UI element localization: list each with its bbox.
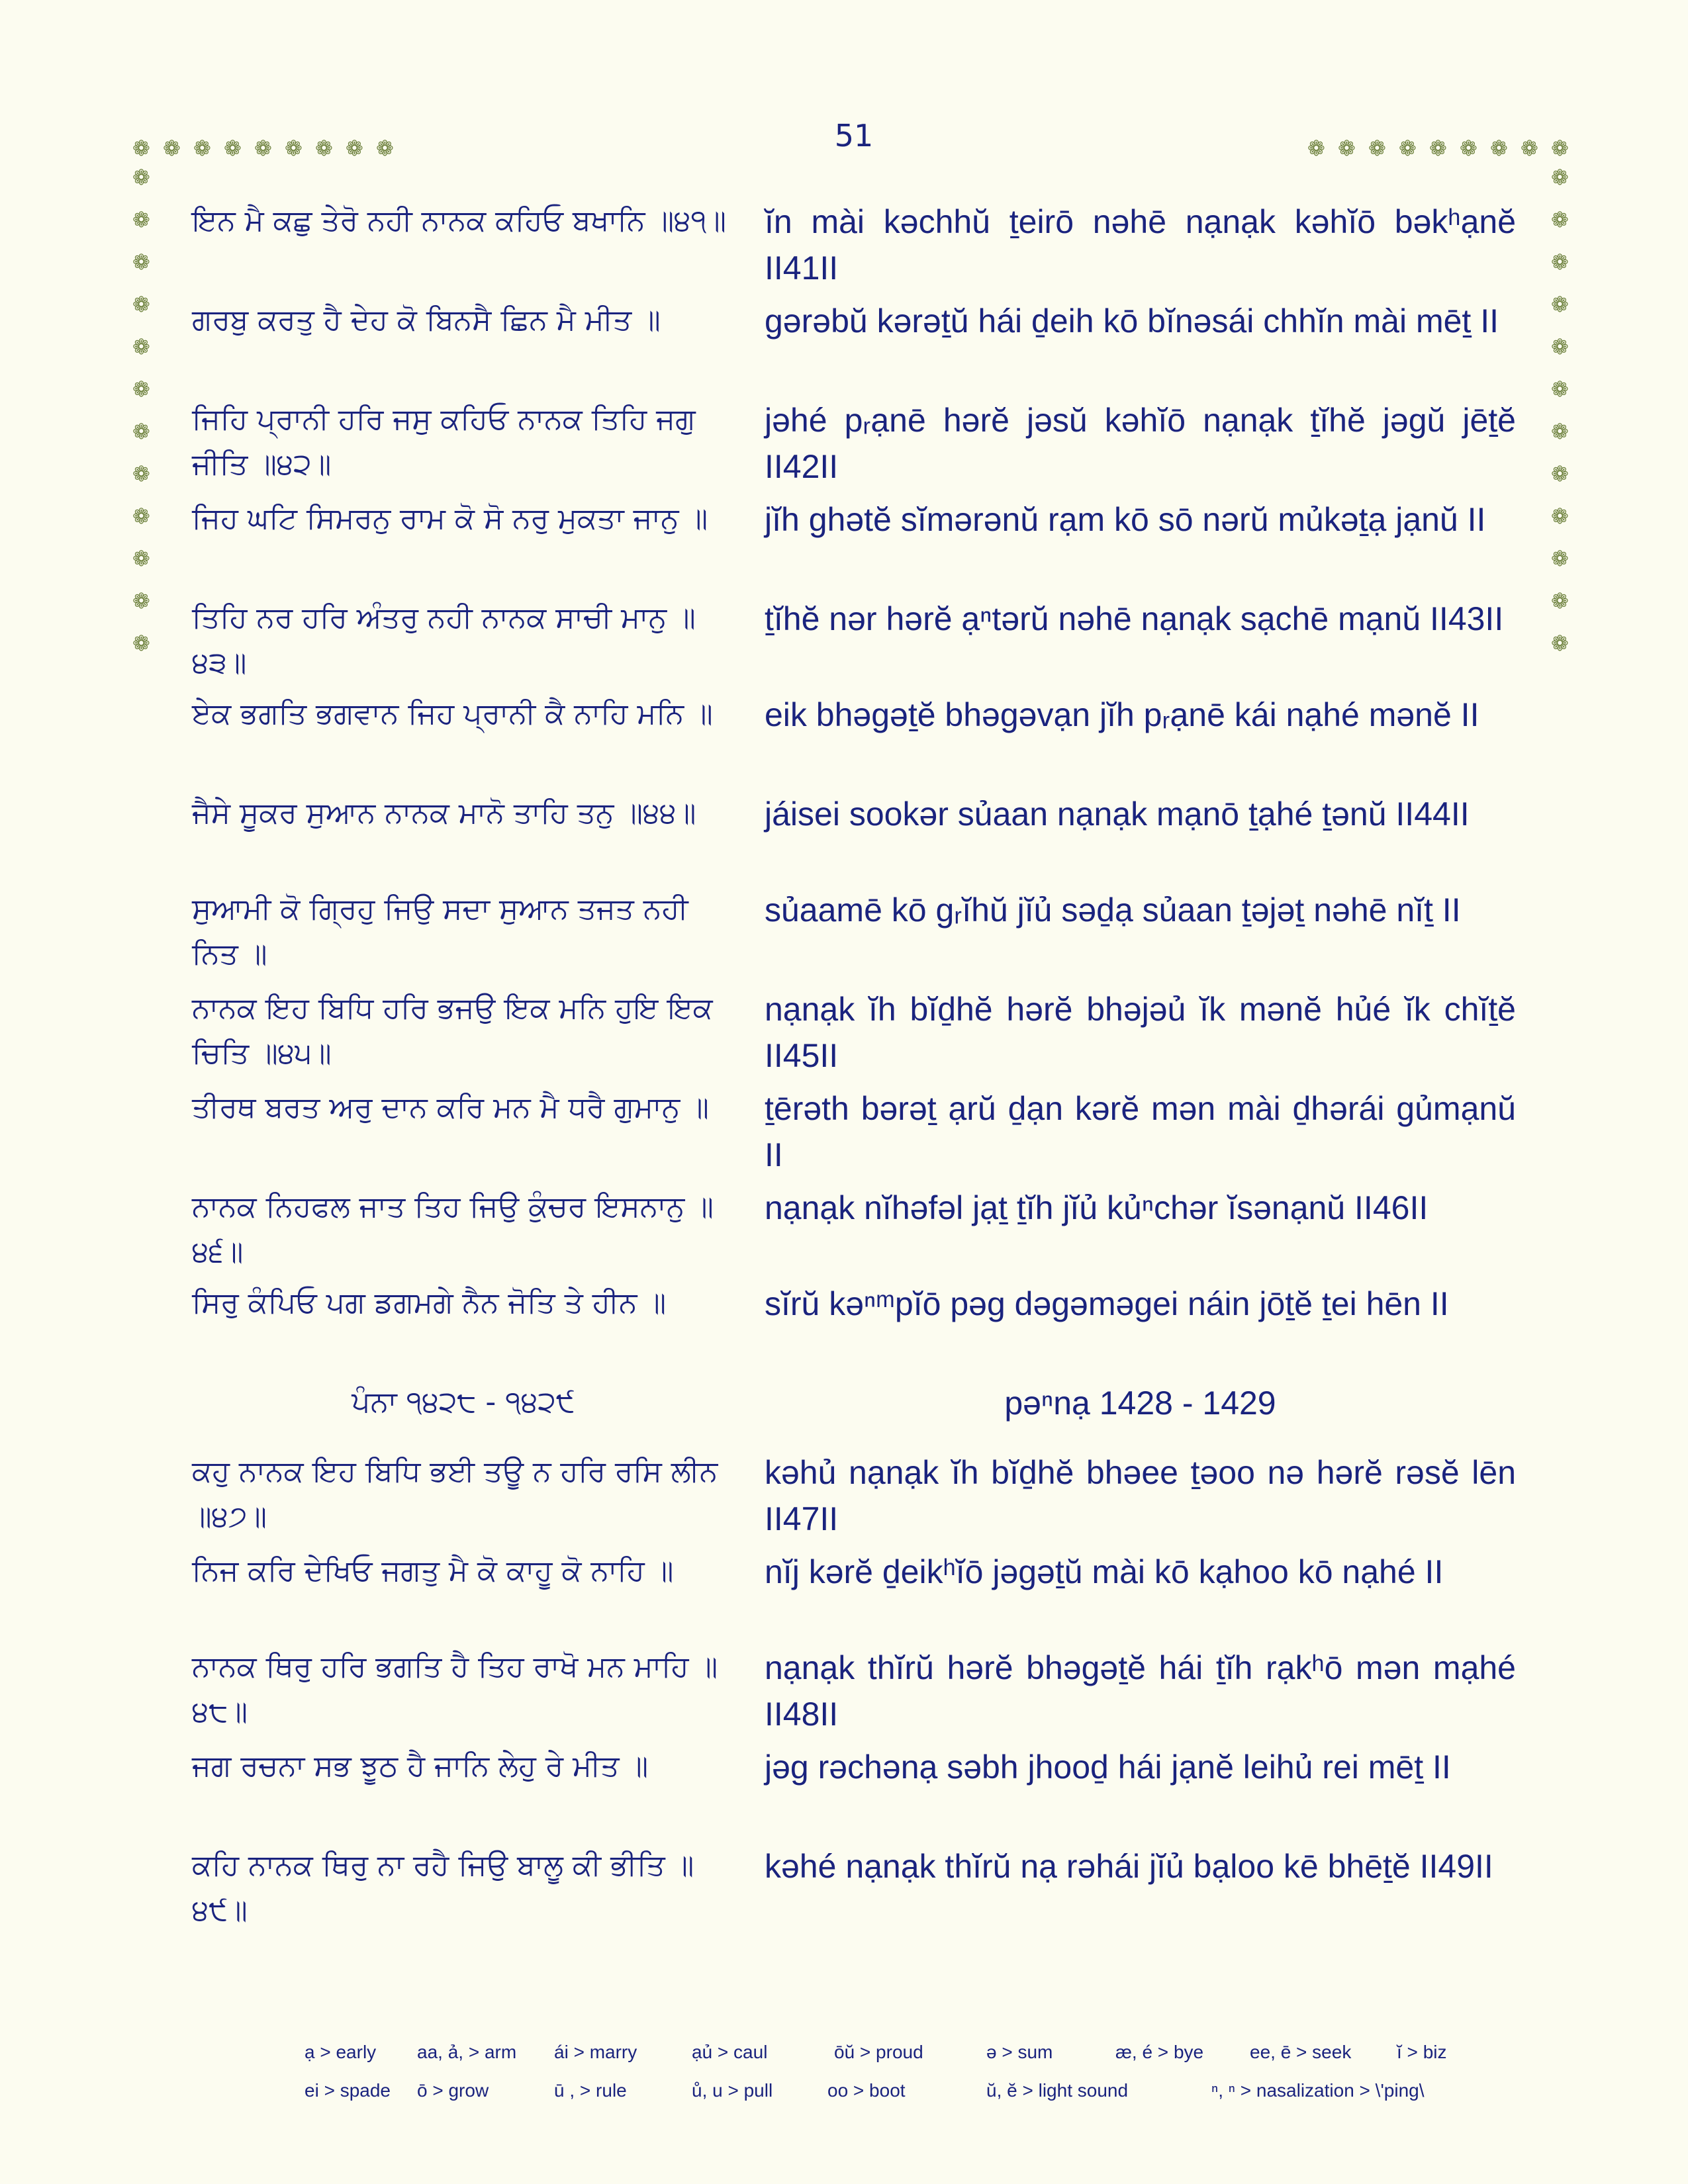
gurmukhi-text: ਤਿਹਿ ਨਰ ਹਰਿ ਅੰਤਰੁ ਨਹੀ ਨਾਨਕ ਸਾਚੀ ਮਾਨੁ ॥੪੩॥ — [192, 601, 696, 680]
ornament-icon: ❁ — [1551, 165, 1569, 190]
gurmukhi-text: ਨਿਜ ਕਰਿ ਦੇਖਿਓ ਜਗਤੁ ਮੈ ਕੋ ਕਾਹੂ ਕੋ ਨਾਹਿ ॥ — [192, 1554, 674, 1588]
page-number: 51 — [834, 118, 874, 154]
transliteration-text: jáisei sookər sủaan nạnạk mạnō ṯạhé ṯənŭ II44II — [765, 796, 1470, 833]
gurmukhi-text: ਜਿਹਿ ਪ੍ਰਾਨੀ ਹਰਿ ਜਸੁ ਕਹਿਓ ਨਾਨਕ ਤਿਹਿ ਜਗੁ ਜੀਤਿ ॥੪੨॥ — [192, 402, 696, 481]
transliteration-text: eik bhəgəṯĕ bhəgəvạn jĭh pᵣạnē kái nạhé mənĕ II — [765, 696, 1479, 733]
transliteration-text: kəhé nạnạk thĭrŭ nạ rəhái jĭủ bạloo kē bhēṯĕ II49II — [765, 1848, 1493, 1885]
ornament-icon: ❁ — [1551, 207, 1569, 232]
transliteration-heading: pəⁿnạ 1428 - 1429 — [1004, 1385, 1276, 1422]
ornament-icon: ❁ — [1368, 136, 1386, 161]
gurmukhi-text: ਜੈਸੇ ਸੂਕਰ ਸੁਆਨ ਨਾਨਕ ਮਾਨੋ ਤਾਹਿ ਤਨੁ ॥੪੪॥ — [192, 796, 696, 830]
ornament-icon: ❁ — [346, 136, 363, 161]
legend-item: ə > sum — [986, 2042, 1053, 2062]
gurmukhi-text: ਸਿਰੁ ਕੰਪਿਓ ਪਗ ਡਗਮਗੇ ਨੈਨ ਜੋਤਿ ਤੇ ਹੀਨ ॥ — [192, 1286, 667, 1320]
ornament-icon: ❁ — [132, 419, 150, 444]
legend-item: aa, ả, > arm — [417, 2042, 517, 2062]
legend-item: ee, ē > seek — [1250, 2042, 1352, 2062]
legend-row — [305, 2042, 1496, 2080]
gurmukhi-text: ਨਾਨਕ ਇਹ ਬਿਧਿ ਹਰਿ ਭਜਉ ਇਕ ਮਨਿ ਹੁਇ ਇਕ ਚਿਤਿ ॥੪੫॥ — [192, 991, 713, 1070]
ornament-icon: ❁ — [132, 546, 150, 571]
legend-item: ŭ, ĕ > light sound — [986, 2080, 1129, 2101]
gurmukhi-text: ਸੁਆਮੀ ਕੋ ਗ੍ਰਿਹੁ ਜਿਉ ਸਦਾ ਸੁਆਨ ਤਜਤ ਨਹੀ ਨਿਤ ॥ — [192, 892, 688, 971]
legend-item: oo > boot — [827, 2080, 906, 2101]
transliteration-text: sĭrŭ kəⁿᵐpĭō pəg dəgəməgei náin jōṯĕ ṯei hēn II — [765, 1285, 1449, 1322]
gurmukhi-text: ਜਿਹ ਘਟਿ ਸਿਮਰਨੁ ਰਾਮ ਕੋ ਸੋ ਨਰੁ ਮੁਕਤਾ ਜਾਨੁ ॥ — [192, 502, 708, 535]
gurmukhi-text: ਜਗ ਰਚਨਾ ਸਭ ਝੂਠ ਹੈ ਜਾਨਿ ਲੇਹੁ ਰੇ ਮੀਤ ॥ — [192, 1749, 649, 1783]
transliteration-text: kəhủ nạnạk ĭh bĭḏhĕ bhəee ṯəoo nə hərĕ rəsĕ lēn II47II — [765, 1454, 1516, 1537]
ornament-icon: ❁ — [1338, 136, 1356, 161]
ornament-icon: ❁ — [1490, 136, 1508, 161]
transliteration-text: nạnạk ĭh bĭḏhĕ hərĕ bhəjəủ ĭk mənĕ hủé ĭk chĭṯĕ II45II — [765, 991, 1516, 1074]
ornament-icon: ❁ — [132, 207, 150, 232]
ornament-icon: ❁ — [1551, 461, 1569, 486]
legend-item: ū , > rule — [554, 2080, 627, 2101]
legend-item: ⁿ, ⁿ > nasalization > \'ping\ — [1211, 2080, 1425, 2101]
transliteration-text: nạnạk thĭrŭ hərĕ bhəgəṯĕ hái ṯĭh rạkʰō mən mạhé II48II — [765, 1649, 1516, 1733]
ornament-icon: ❁ — [1551, 136, 1569, 161]
ornament-icon: ❁ — [1307, 136, 1325, 161]
gurmukhi-text: ਕਹੁ ਨਾਨਕ ਇਹ ਬਿਧਿ ਭਈ ਤਊ ਨ ਹਰਿ ਰਸਿ ਲੀਨ ॥੪੭॥ — [192, 1455, 718, 1533]
legend-item: ei > spade — [305, 2080, 391, 2101]
ornament-icon: ❁ — [132, 377, 150, 402]
transliteration-text: jəg rəchənạ səbh jhooḏ hái jạnĕ leihủ rei mēṯ II — [765, 1749, 1451, 1786]
ornament-icon: ❁ — [1551, 377, 1569, 402]
transliteration-text: nạnạk nĭhəfəl jạṯ ṯĭh jĭủ kủⁿchər ĭsənạnŭ II46II — [765, 1189, 1429, 1226]
legend-item: ōŭ > proud — [834, 2042, 923, 2062]
legend-item: æ, é > bye — [1115, 2042, 1204, 2062]
ornament-icon: ❁ — [1551, 419, 1569, 444]
ornament-icon: ❁ — [132, 250, 150, 275]
ornament-icon: ❁ — [132, 292, 150, 317]
transliteration-text: sủaamē kō gᵣĭhŭ jĭủ səḏạ sủaan ṯəjəṯ nəhē nĭṯ II — [765, 891, 1461, 929]
ornament-icon: ❁ — [1551, 250, 1569, 275]
ornament-icon: ❁ — [1399, 136, 1417, 161]
ornament-icon: ❁ — [1551, 334, 1569, 359]
gurmukhi-text: ਨਾਨਕ ਨਿਹਫਲ ਜਾਤ ਤਿਹ ਜਿਉ ਕੁੰਚਰ ਇਸਨਾਨੁ ॥੪੬॥ — [192, 1190, 714, 1269]
ornament-icon: ❁ — [315, 136, 333, 161]
ornament-icon: ❁ — [1551, 546, 1569, 571]
ornament-icon: ❁ — [1551, 504, 1569, 529]
ornament-icon: ❁ — [163, 136, 181, 161]
transliteration-text: gərəbŭ kərəṯŭ hái ḏeih kō bĭnəsái chhĭn mài mēṯ II — [765, 302, 1499, 340]
ornament-icon: ❁ — [254, 136, 272, 161]
legend-item: ạủ > caul — [692, 2042, 768, 2062]
ornament-icon: ❁ — [1551, 588, 1569, 614]
legend-row — [305, 2080, 1496, 2118]
ornament-icon: ❁ — [224, 136, 242, 161]
ornament-icon: ❁ — [285, 136, 303, 161]
transliteration-text: ṯērəth bərəṯ ạrŭ ḏạn kərĕ mən mài ḏhərái gủmạnŭ II — [765, 1090, 1516, 1173]
legend-item: ái > marry — [554, 2042, 637, 2062]
ornament-icon: ❁ — [1460, 136, 1477, 161]
ornament-icon: ❁ — [132, 334, 150, 359]
transliteration-text: ṯĭhĕ nər hərĕ ạⁿtərŭ nəhē nạnạk sạchē mạnŭ II43II — [765, 600, 1504, 637]
ornament-icon: ❁ — [132, 136, 150, 161]
transliteration-text: ĭn mài kəchhŭ ṯeirō nəhē nạnạk kəhĭō bəkʰạnĕ II41II — [765, 203, 1516, 287]
pronunciation-legend — [305, 2042, 1496, 2118]
gurmukhi-heading: ਪੰਨਾ ੧੪੨੮ - ੧੪੨੯ — [352, 1385, 575, 1419]
ornament-icon: ❁ — [1551, 631, 1569, 656]
gurmukhi-text: ਗਰਬੁ ਕਰਤੁ ਹੈ ਦੇਹ ਕੋ ਬਿਨਸੈ ਛਿਨ ਮੈ ਮੀਤ ॥ — [192, 303, 661, 337]
gurmukhi-text: ਕਹਿ ਨਾਨਕ ਥਿਰੁ ਨਾ ਰਹੈ ਜਿਉ ਬਾਲੂ ਕੀ ਭੀਤਿ ॥੪੯॥ — [192, 1848, 694, 1927]
gurmukhi-text: ਨਾਨਕ ਥਿਰੁ ਹਰਿ ਭਗਤਿ ਹੈ ਤਿਹ ਰਾਖੋ ਮਨ ਮਾਹਿ ॥੪੮॥ — [192, 1650, 718, 1729]
ornament-icon: ❁ — [132, 631, 150, 656]
ornament-icon: ❁ — [1429, 136, 1447, 161]
gurmukhi-text: ਤੀਰਥ ਬਰਤ ਅਰੁ ਦਾਨ ਕਰਿ ਮਨ ਮੈ ਧਰੈ ਗੁਮਾਨੁ ॥ — [192, 1091, 709, 1124]
ornament-icon: ❁ — [376, 136, 394, 161]
legend-item: ạ > early — [305, 2042, 377, 2062]
transliteration-text: jəhé pᵣạnē hərĕ jəsŭ kəhĭō nạnạk ṯĭhĕ jəgŭ jēṯĕ II42II — [765, 402, 1516, 485]
legend-item: ů, u > pull — [692, 2080, 773, 2101]
ornament-icon: ❁ — [132, 165, 150, 190]
gurmukhi-text: ਇਨ ਮੈ ਕਛੁ ਤੇਰੋ ਨਹੀ ਨਾਨਕ ਕਹਿਓ ਬਖਾਨਿ ॥੪੧॥ — [192, 204, 727, 238]
legend-item: ĭ > biz — [1397, 2042, 1447, 2062]
transliteration-text: nĭj kərĕ ḏeikʰĭō jəgəṯŭ mài kō kạhoo kō nạhé II — [765, 1553, 1444, 1590]
ornament-icon: ❁ — [132, 588, 150, 614]
ornament-icon: ❁ — [1521, 136, 1538, 161]
ornament-icon: ❁ — [132, 504, 150, 529]
ornament-icon: ❁ — [132, 461, 150, 486]
gurmukhi-text: ਏਕ ਭਗਤਿ ਭਗਵਾਨ ਜਿਹ ਪ੍ਰਾਨੀ ਕੈ ਨਾਹਿ ਮਨਿ ॥ — [192, 697, 713, 731]
transliteration-text: jĭh ghətĕ sĭmərənŭ rạm kō sō nərŭ mủkəṯạ jạnŭ II — [765, 501, 1486, 538]
legend-item: ō > grow — [417, 2080, 489, 2101]
ornament-icon: ❁ — [1551, 292, 1569, 317]
ornament-icon: ❁ — [193, 136, 211, 161]
